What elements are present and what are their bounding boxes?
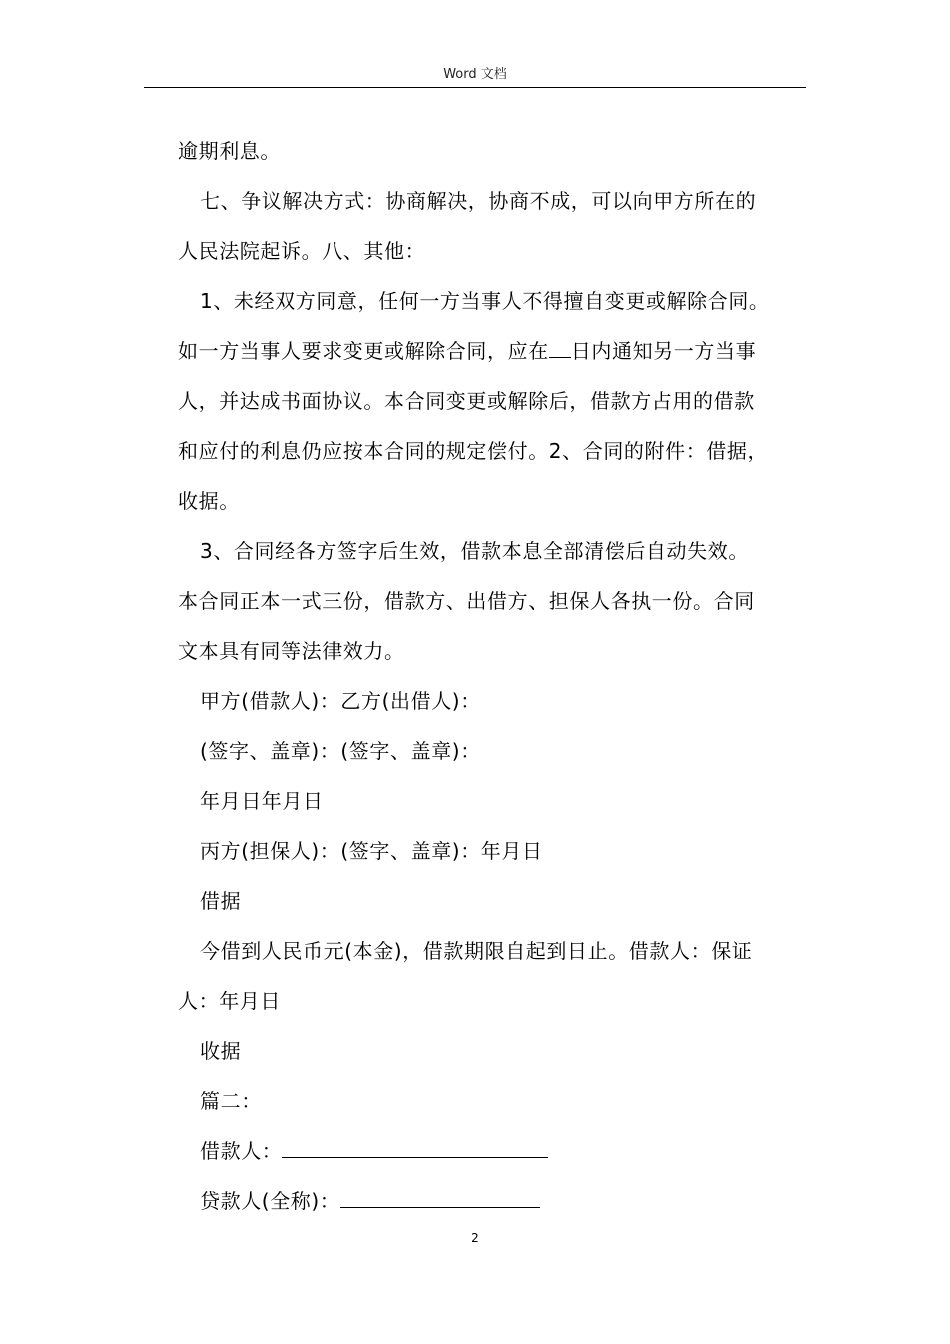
header-divider <box>144 87 806 88</box>
paragraph-line: 1、未经双方同意，任何一方当事人不得擅自变更或解除合同。 <box>200 289 770 313</box>
text-segment: 贷款人(全称)： <box>200 1189 341 1213</box>
paragraph-line: 年月日年月日 <box>200 789 324 813</box>
page-number: 2 <box>471 1231 479 1245</box>
paragraph-line <box>178 326 804 376</box>
document-body <box>178 126 804 1226</box>
page-header: Word 文档 <box>443 67 507 82</box>
paragraph-line: 收据。 <box>178 489 240 513</box>
paragraph-line: 丙方(担保人)：(签字、盖章)：年月日 <box>200 839 543 863</box>
text-segment: 借款人： <box>200 1139 283 1163</box>
paragraph-line: (签字、盖章)：(签字、盖章)： <box>200 739 481 763</box>
fill-in-blank <box>549 337 571 358</box>
paragraph-line <box>178 1126 804 1176</box>
paragraph-line: 收据 <box>200 1039 242 1063</box>
paragraph-line: 篇二： <box>200 1089 262 1113</box>
paragraph-line: 和应付的利息仍应按本合同的规定偿付。2、合同的附件：借据， <box>178 439 769 463</box>
paragraph-line: 人民法院起诉。八、其他： <box>178 239 426 263</box>
paragraph-line: 甲方(借款人)：乙方(出借人)： <box>200 689 481 713</box>
paragraph-line: 借据 <box>200 889 242 913</box>
paragraph-line: 人，并达成书面协议。本合同变更或解除后，借款方占用的借款 <box>178 389 755 413</box>
paragraph-line: 人：年月日 <box>178 989 281 1013</box>
text-segment: 如一方当事人要求变更或解除合同，应在 <box>178 339 549 363</box>
paragraph-line: 3、合同经各方签字后生效，借款本息全部清偿后自动失效。 <box>200 539 749 563</box>
paragraph-line: 文本具有同等法律效力。 <box>178 639 405 663</box>
paragraph-line: 今借到人民币元(本金)，借款期限自起到日止。借款人：保证 <box>200 939 753 963</box>
paragraph-line <box>178 1176 804 1226</box>
paragraph-line: 七、争议解决方式：协商解决，协商不成，可以向甲方所在的 <box>200 189 757 213</box>
paragraph-line: 逾期利息。 <box>178 139 281 163</box>
paragraph-line: 本合同正本一式三份，借款方、出借方、担保人各执一份。合同 <box>178 589 755 613</box>
text-segment: 日内通知另一方当事 <box>570 339 757 363</box>
fill-in-blank <box>282 1137 548 1158</box>
fill-in-blank <box>340 1187 540 1208</box>
